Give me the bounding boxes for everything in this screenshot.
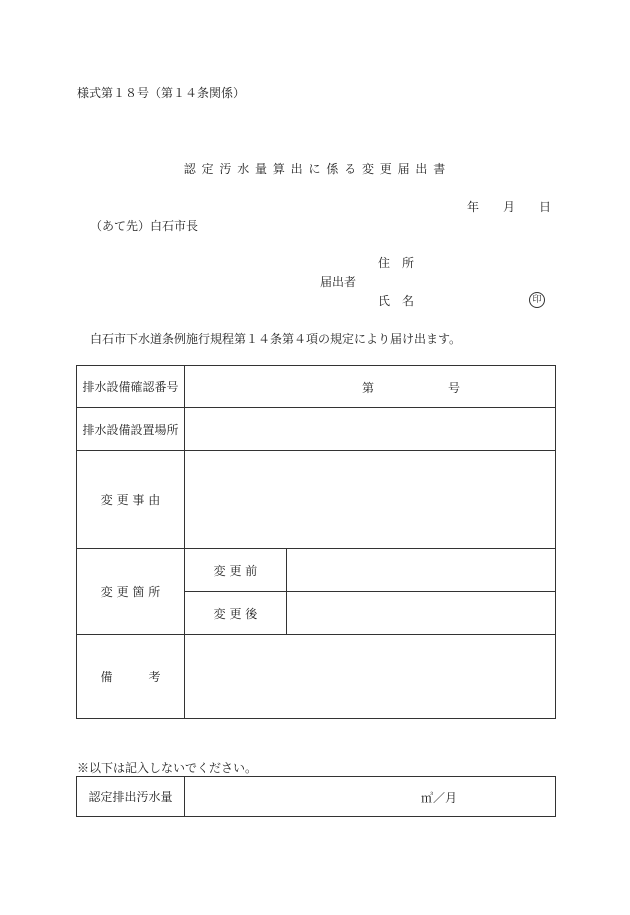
before-field[interactable]: [287, 549, 556, 592]
after-field[interactable]: [287, 592, 556, 635]
date-day: 日: [539, 200, 552, 214]
main-form-table: [76, 365, 556, 719]
form-number: 様式第１８号（第１４条関係）: [77, 86, 246, 100]
page-title: 認 定 汚 水 量 算 出 に 係 る 変 更 届 出 書: [183, 162, 447, 176]
confirmation-number-suffix: 号: [448, 380, 461, 395]
change-part-label: 変 更 箇 所: [77, 549, 185, 635]
row-location: [77, 408, 556, 451]
row-remarks: [77, 635, 556, 719]
addressee: （あて先）白石市長: [90, 219, 199, 233]
remarks-label: 備 考: [77, 635, 185, 719]
volume-unit: ㎥／月: [421, 790, 458, 805]
statement: 白石市下水道条例施行規程第１４条第４項の規定により届け出ます。: [90, 332, 462, 346]
row-certified-volume: [77, 777, 556, 817]
row-reason: [77, 451, 556, 549]
before-label: 変 更 前: [185, 549, 287, 592]
address-label: 住 所: [378, 256, 415, 270]
certified-volume-field: [185, 777, 556, 817]
name-label: 氏 名: [378, 294, 415, 308]
office-use-table: [76, 776, 556, 817]
location-label: 排水設備設置場所: [77, 408, 185, 451]
reason-field[interactable]: [185, 451, 556, 549]
applicant-label: 届出者: [320, 275, 357, 289]
reason-label: 変 更 事 由: [77, 451, 185, 549]
remarks-field[interactable]: [185, 635, 556, 719]
row-confirmation-number: [77, 366, 556, 408]
date-month: 月: [503, 200, 516, 214]
location-field[interactable]: [185, 408, 556, 451]
date-year: 年: [467, 200, 480, 214]
row-change-before: [77, 549, 556, 592]
office-use-note: ※以下は記入しないでください。: [77, 761, 258, 775]
confirmation-number-prefix: 第: [362, 380, 375, 395]
after-label: 変 更 後: [185, 592, 287, 635]
certified-volume-label: 認定排出汚水量: [77, 777, 185, 817]
seal-icon: 印: [529, 292, 545, 308]
confirmation-number-field[interactable]: [185, 366, 556, 408]
seal-mark: [529, 291, 545, 308]
confirmation-number-label: 排水設備確認番号: [77, 366, 185, 408]
